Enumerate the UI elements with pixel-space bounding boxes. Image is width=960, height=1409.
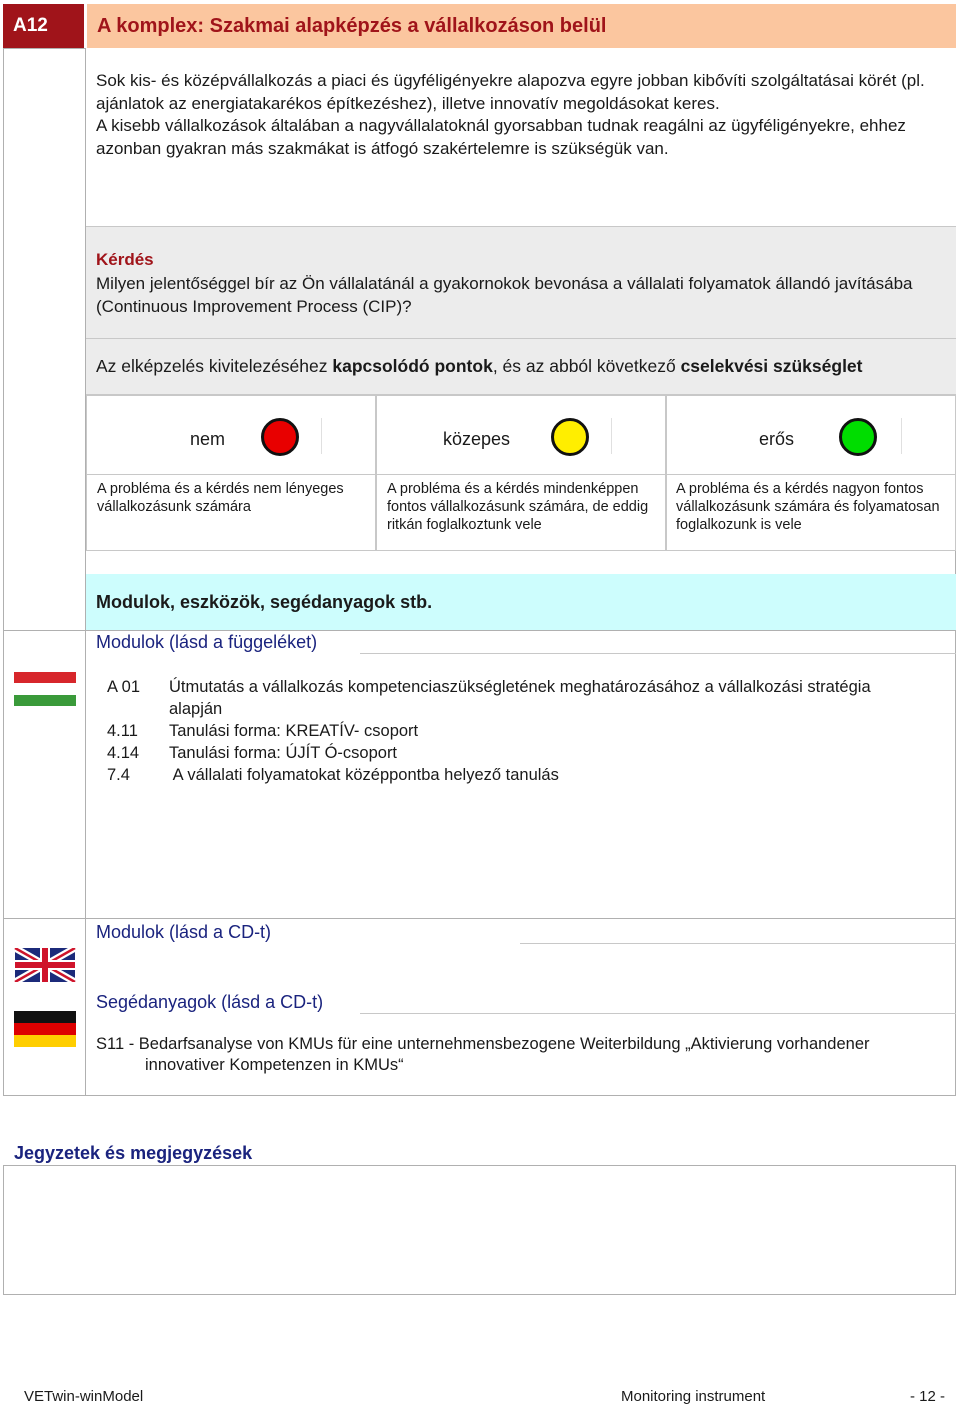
materials-heading: Segédanyagok (lásd a CD-t) [96, 992, 324, 1012]
cell-divider [667, 474, 955, 475]
level-description: A probléma és a kérdés mindenképpen fontos vállalkozásunk számára, de eddig ritkán foglalkoztunk vele [387, 481, 649, 533]
list-item[interactable] [107, 742, 907, 764]
level-label: erős [759, 429, 795, 449]
section-divider [86, 226, 956, 227]
level-option-eros[interactable] [666, 395, 956, 551]
green-lamp-icon [839, 418, 877, 456]
intro-text [96, 70, 946, 160]
page-title: A komplex: Szakmai alapképzés a vállalkozáson belül [87, 4, 956, 48]
heading-underline [520, 943, 956, 944]
module-code-label: 4.11 [107, 722, 138, 740]
module-code-label: 4.14 [107, 744, 140, 762]
module-text: A vállalati folyamatokat középpontba helyező tanulás [169, 766, 559, 784]
notes-area[interactable] [3, 1165, 956, 1295]
level-label: nem [190, 429, 226, 449]
points-bold-2: cselekvési szükséglet [680, 356, 863, 376]
section-divider [3, 630, 956, 631]
material-line: S11 - Bedarfsanalyse von KMUs für eine unternehmensbezogene Weiterbildung „Aktivierung vorhandener [96, 1035, 870, 1053]
heading-underline [360, 1013, 956, 1014]
yellow-lamp-icon [551, 418, 589, 456]
level-description: A probléma és a kérdés nem lényeges vállalkozásunk számára [97, 481, 344, 515]
hungarian-flag-icon [14, 672, 76, 706]
list-item[interactable] [107, 764, 907, 786]
level-option-kozepes[interactable] [376, 395, 666, 551]
heading-underline [360, 653, 956, 654]
intro-paragraph-1: Sok kis- és középvállalkozás a piaci és ügyféligényekre alapozva egyre jobban kibővíti szolgáltatásai körét (pl. ajánlatok az energiatakarékos építkezéshez), illetve innovatív megoldásokat keres. [96, 71, 925, 113]
module-code-label: 7.4 [107, 766, 130, 784]
question-text: Milyen jelentőséggel bír az Ön vállalatánál a gyakornokok bevonása a vállalati folyamatok állandó javításába (Continuous Improvement Process (CIP)? [96, 274, 913, 316]
module-code-label: A 01 [107, 678, 141, 696]
level-label: közepes [443, 429, 511, 449]
german-flag-icon [14, 1011, 76, 1047]
footer-page-number: - 12 - [910, 1388, 946, 1405]
intro-paragraph-2: A kisebb vállalkozások általában a nagyvállalatoknál gyorsabban tudnak reagálni az ügyféligényekre, ehhez azonban gyakran más szakmákat is átfogó szakértelemre is szükségük van. [96, 116, 906, 158]
lamp-separator [901, 418, 902, 454]
points-middle: , és az abból következő [492, 356, 681, 376]
list-item[interactable] [107, 720, 907, 742]
points-bold-1: kapcsolódó pontok [332, 356, 493, 376]
lamp-separator [611, 418, 612, 454]
lamp-separator [321, 418, 322, 454]
module-code: A12 [3, 4, 84, 48]
appendix-modules-heading: Modulok (lásd a függeléket) [96, 632, 318, 652]
question-heading: Kérdés [96, 250, 154, 269]
level-option-nem[interactable] [86, 395, 376, 551]
module-text: Tanulási forma: ÚJÍT Ó-csoport [169, 744, 398, 762]
uk-flag-icon [14, 948, 76, 982]
section-divider [86, 338, 956, 339]
material-line-continued: innovativer Kompetenzen in KMUs“ [145, 1056, 404, 1074]
cell-divider [377, 474, 665, 475]
cd-modules-heading: Modulok (lásd a CD-t) [96, 922, 272, 942]
appendix-module-list [107, 676, 907, 786]
points-prefix: Az elképzelés kivitelezéséhez [96, 356, 333, 376]
section-divider [3, 918, 956, 919]
footer-left: VETwin-winModel [24, 1388, 144, 1405]
footer-center: Monitoring instrument [621, 1388, 766, 1405]
list-item[interactable] [107, 676, 907, 720]
material-item-s11[interactable] [96, 1034, 946, 1076]
red-lamp-icon [261, 418, 299, 456]
cell-divider [87, 474, 375, 475]
module-text: Útmutatás a vállalkozás kompetenciaszükségletének meghatározásához a vállalkozási stratégia alapján [169, 678, 871, 718]
notes-heading: Jegyzetek és megjegyzések [14, 1143, 253, 1163]
action-points-line [96, 355, 951, 377]
modules-title: Modulok, eszközök, segédanyagok stb. [96, 592, 433, 612]
level-description: A probléma és a kérdés nagyon fontos vállalkozásunk számára és folyamatosan foglalkozunk is vele [676, 481, 940, 533]
module-text: Tanulási forma: KREATÍV- csoport [169, 722, 419, 740]
